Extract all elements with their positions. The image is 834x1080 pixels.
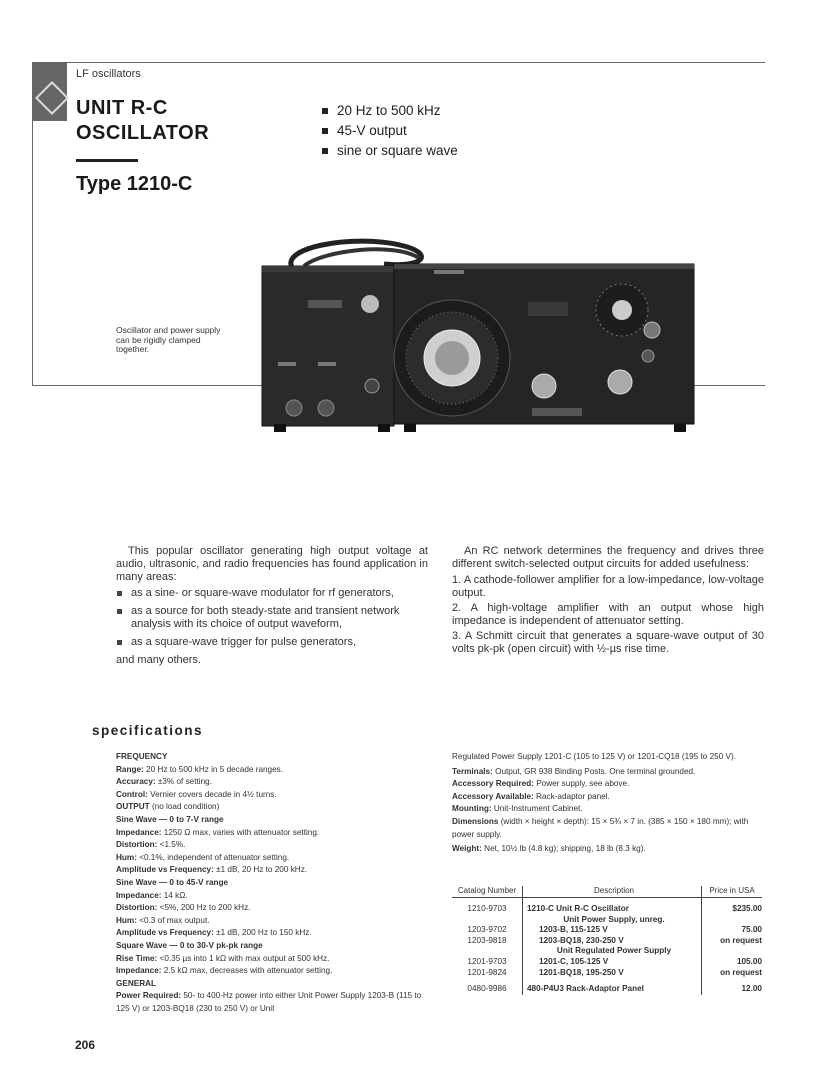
spec-key: Distortion:: [116, 903, 158, 913]
photo-caption: Oscillator and power supply can be rigidly clamped together.: [116, 325, 221, 354]
feature-item: 45-V output: [322, 121, 458, 141]
col-header-catalog: Catalog Number: [452, 886, 523, 898]
use-item: as a sine- or square-wave modulator for rf generators,: [116, 587, 428, 600]
spec-line: [116, 801, 428, 814]
spec-value: Output, GR 938 Binding Posts. One terminal grounded.: [492, 766, 696, 776]
table-row: [452, 957, 762, 968]
spec-value: <0.3 of max output.: [136, 915, 210, 925]
spec-value: Regulated Power Supply 1201-C (105 to 125 V) or 1201-CQ18 (195 to 250 V).: [452, 752, 737, 761]
intro-closing: and many others.: [116, 654, 201, 666]
spec-key: Hum:: [116, 852, 137, 862]
spec-key: Terminals:: [452, 766, 493, 776]
table-row: [452, 968, 762, 979]
spec-line: [116, 839, 428, 852]
price-cell: 12.00: [741, 984, 762, 994]
spec-key: Impedance:: [116, 890, 162, 900]
spec-line: [116, 827, 428, 840]
spec-value: <1.5%.: [157, 840, 186, 850]
intro-column: [116, 545, 428, 670]
spec-key: Dimensions: [452, 816, 499, 826]
use-item: as a source for both steady-state and transient network analysis with its choice of output waveform,: [116, 605, 428, 631]
intro-paragraph: This popular oscillator generating high output voltage at audio, ultrasonic, and radio frequencies has found application in many areas:: [116, 545, 428, 583]
catalog-number-cell: 1201-9703: [467, 956, 507, 966]
table-row: [452, 915, 762, 926]
spec-key: Control:: [116, 789, 148, 799]
spec-line: [116, 902, 428, 915]
spec-value: Rack-adaptor panel.: [533, 791, 610, 801]
col-header-description: Description: [523, 886, 702, 898]
spec-value: <5%, 200 Hz to 200 kHz.: [157, 903, 251, 913]
spec-key: Square Wave — 0 to 30-V pk-pk range: [116, 940, 263, 950]
title-rule: [76, 159, 138, 162]
product-title: [76, 96, 209, 146]
output-circuit-item: 3. A Schmitt circuit that generates a square-wave output of 30 volts pk-pk (open circuit) with ½-µs rise time.: [452, 630, 764, 655]
description-cell: 1201-C, 105-125 V: [523, 957, 702, 968]
spec-line: [452, 843, 764, 856]
spec-line: [116, 927, 428, 940]
spec-value: 14 kΩ.: [161, 890, 188, 900]
spec-value: 50- to 400-Hz power into either Unit Power Supply 1203-B (115 to 125 V) or 1203-BQ18 (230 to 250 V) or Unit: [116, 991, 422, 1013]
spec-key: Rise Time:: [116, 953, 158, 963]
spec-value: Unit-Instrument Cabinet.: [491, 804, 583, 814]
spec-line: [116, 890, 428, 903]
catalog-number-cell: [452, 915, 523, 926]
description-cell: 480-P4U3 Rack-Adaptor Panel: [523, 978, 702, 995]
spec-line: [116, 990, 428, 1015]
price-cell: [702, 946, 763, 957]
output-circuit-list: [452, 574, 764, 656]
spec-key: Range:: [116, 764, 144, 774]
instrument-photo: [234, 238, 702, 438]
spec-value: Net, 10½ lb (4.8 kg); shipping, 18 lb (8.3 kg).: [481, 844, 646, 854]
spec-line: [116, 953, 428, 966]
description-cell: 1210-C Unit R-C Oscillator: [523, 898, 702, 915]
spec-key: FREQUENCY: [116, 752, 168, 761]
spec-key: Impedance:: [116, 966, 162, 976]
network-paragraph: An RC network determines the frequency and drives three different switch-selected output circuits for added usefulness:: [452, 545, 764, 570]
use-list: [116, 587, 428, 649]
spec-value: (width × height × depth): 15 × 5¾ × 7 in. (385 × 150 × 180 mm); with power supply.: [452, 816, 749, 839]
spec-key: Accessory Available:: [452, 791, 534, 801]
price-cell: on request: [720, 935, 762, 945]
use-item: as a square-wave trigger for pulse generators,: [116, 636, 428, 649]
spec-line: [116, 789, 428, 802]
spec-line: [116, 814, 428, 827]
spec-line: [116, 751, 428, 764]
catalog-number-cell: 1203-9818: [467, 935, 507, 945]
spec-key: Accuracy:: [116, 777, 156, 787]
catalog-number-cell: 1203-9702: [467, 925, 507, 935]
spec-line: [452, 766, 764, 779]
spec-value: ±3% of setting.: [155, 777, 212, 787]
spec-key: Amplitude vs Frequency:: [116, 865, 214, 875]
spec-line: [116, 864, 428, 877]
specs-right-column: [452, 751, 764, 856]
spec-value: 20 Hz to 500 kHz in 5 decade ranges.: [143, 764, 284, 774]
spec-value: Power supply, see above.: [533, 779, 630, 789]
spec-value: 2.5 kΩ max, decreases with attenuator setting.: [161, 966, 333, 976]
title-line-1: UNIT R-C: [76, 97, 168, 119]
spec-value: (no load condition): [149, 802, 220, 812]
spec-value: Vernier covers decade in 4½ turns.: [147, 789, 277, 799]
spec-value: ±1 dB, 200 Hz to 150 kHz.: [213, 928, 312, 938]
spec-line: [116, 764, 428, 777]
col-header-price: Price in USA: [702, 886, 763, 898]
description-cell: 1203-BQ18, 230-250 V: [523, 936, 702, 947]
spec-key: OUTPUT: [116, 802, 150, 812]
spec-key: Impedance:: [116, 827, 162, 837]
price-cell: 75.00: [741, 925, 762, 935]
spec-line: [116, 965, 428, 978]
spec-key: Weight:: [452, 844, 482, 854]
network-column: [452, 545, 764, 658]
description-cell: Unit Power Supply, unreg.: [523, 915, 702, 926]
price-cell: $235.00: [732, 904, 762, 913]
description-cell: Unit Regulated Power Supply: [523, 946, 702, 957]
description-cell: 1201-BQ18, 195-250 V: [523, 968, 702, 979]
spec-key: Accessory Required:: [452, 779, 534, 789]
spec-line: [452, 751, 764, 764]
feature-list: [322, 101, 458, 161]
catalog-number-cell: 1210-9703: [467, 904, 507, 913]
spec-line: [116, 852, 428, 865]
catalog-number-cell: [452, 946, 523, 957]
spec-key: Distortion:: [116, 840, 158, 850]
description-cell: 1203-B, 115-125 V: [523, 925, 702, 936]
type-number: Type 1210-C: [76, 173, 193, 195]
spec-key: Mounting:: [452, 804, 492, 814]
specs-left-column: [116, 751, 428, 1015]
table-row: [452, 898, 762, 915]
catalog-number-cell: 0480-9986: [467, 984, 507, 994]
spec-key: Power Required:: [116, 991, 182, 1001]
spec-line: [116, 978, 428, 991]
spec-key: Sine Wave — 0 to 7-V range: [116, 814, 224, 824]
spec-line: [452, 778, 764, 791]
spec-value: ±1 dB, 20 Hz to 200 kHz.: [213, 865, 308, 875]
spec-line: [116, 915, 428, 928]
spec-line: [452, 791, 764, 804]
table-row: [452, 946, 762, 957]
feature-item: sine or square wave: [322, 141, 458, 161]
spec-line: [452, 816, 764, 841]
section-label: LF oscillators: [76, 68, 141, 80]
spec-key: Sine Wave — 0 to 45-V range: [116, 877, 229, 887]
price-cell: 105.00: [736, 956, 762, 966]
spec-value: 1250 Ω max, varies with attenuator setting.: [161, 827, 320, 837]
spec-value: <0.35 µs into 1 kΩ with max output at 500 kHz.: [157, 953, 330, 963]
spec-key: Hum:: [116, 915, 137, 925]
spec-line: [116, 877, 428, 890]
specifications-heading: specifications: [92, 723, 204, 738]
feature-item: 20 Hz to 500 kHz: [322, 101, 458, 121]
price-cell: on request: [720, 967, 762, 977]
catalog-table: [452, 886, 764, 995]
catalog-rows: [452, 898, 762, 995]
page-number: 206: [75, 1038, 96, 1052]
catalog-number-cell: 1201-9824: [467, 967, 507, 977]
title-line-2: OSCILLATOR: [76, 122, 210, 144]
spec-line: [116, 940, 428, 953]
spec-key: GENERAL: [116, 978, 157, 988]
spec-line: [452, 803, 764, 816]
spec-line: [116, 776, 428, 789]
table-row: [452, 936, 762, 947]
table-row: [452, 925, 762, 936]
spec-value: <0.1%, independent of attenuator setting.: [136, 852, 290, 862]
spec-key: Amplitude vs Frequency:: [116, 928, 214, 938]
output-circuit-item: 2. A high-voltage amplifier with an output whose high impedance is independent of attenuator setting.: [452, 602, 764, 627]
output-circuit-item: 1. A cathode-follower amplifier for a low-impedance, low-voltage output.: [452, 574, 764, 599]
price-cell: [702, 915, 763, 926]
table-row: [452, 978, 762, 995]
table-header-row: [452, 886, 762, 898]
